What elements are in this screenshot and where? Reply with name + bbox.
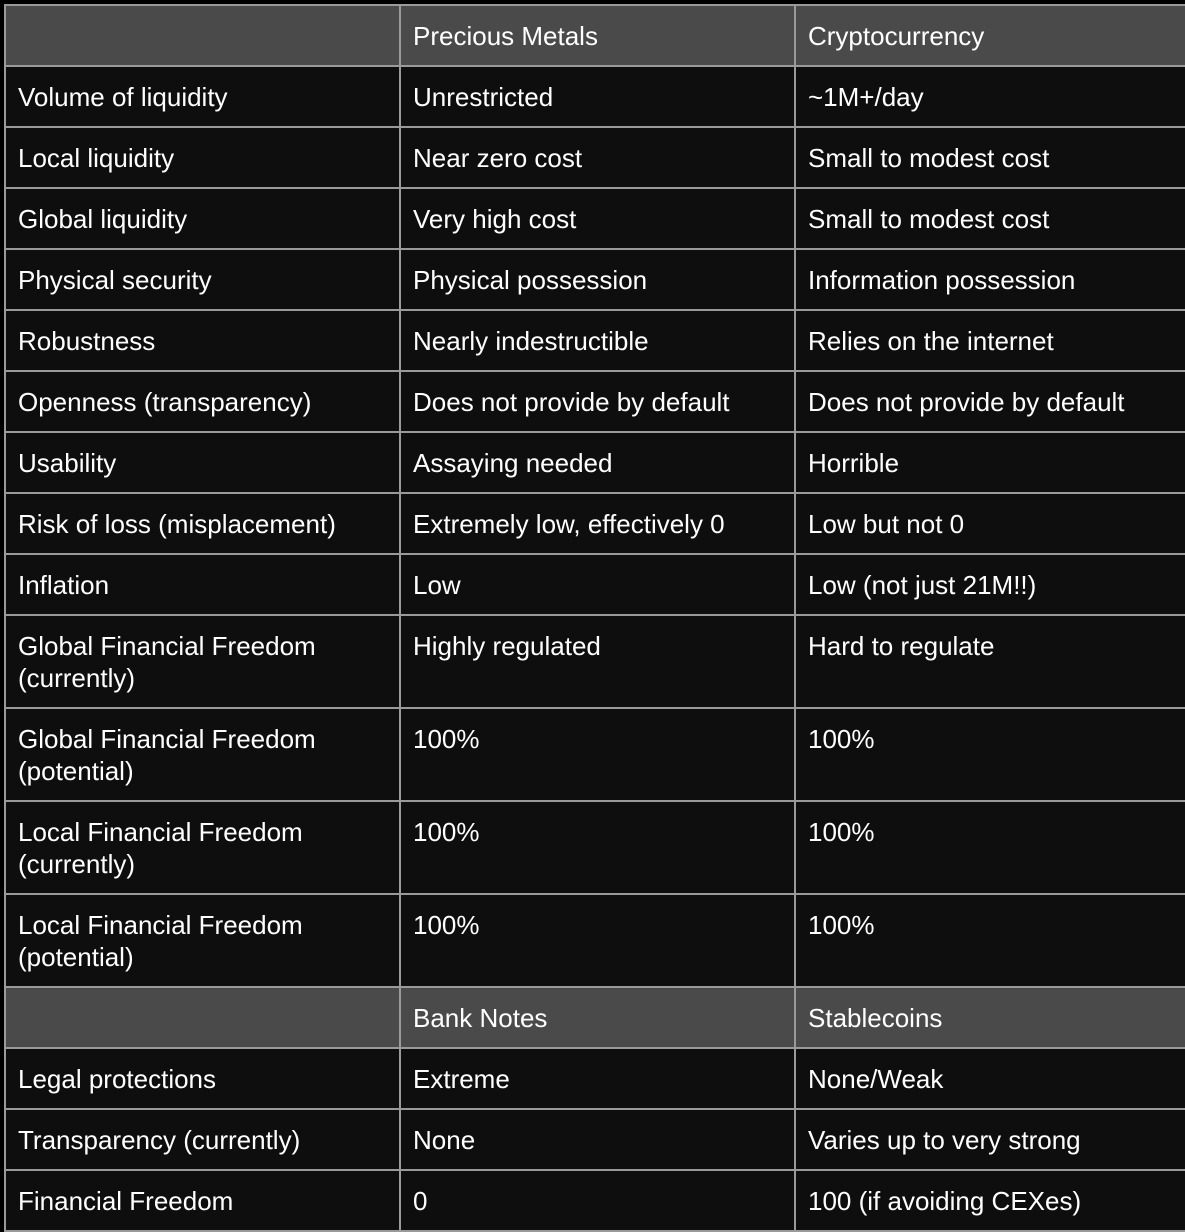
table-cell: 0	[400, 1170, 795, 1231]
table-row	[5, 1170, 1185, 1231]
table-cell: Unrestricted	[400, 66, 795, 127]
table-row	[5, 310, 1185, 371]
row-label: Local Financial Freedom (currently)	[5, 801, 400, 894]
table-cell: Physical possession	[400, 249, 795, 310]
table-row	[5, 127, 1185, 188]
table-cell: Varies up to very strong	[795, 1109, 1185, 1170]
row-label: Openness (transparency)	[5, 371, 400, 432]
table-cell: Small to modest cost	[795, 188, 1185, 249]
header-cell: Precious Metals	[400, 5, 795, 66]
table-cell: Relies on the internet	[795, 310, 1185, 371]
table-cell: Low	[400, 554, 795, 615]
table-cell: 100%	[400, 894, 795, 987]
row-label: Usability	[5, 432, 400, 493]
table-row	[5, 493, 1185, 554]
table-cell: Low but not 0	[795, 493, 1185, 554]
row-label: Robustness	[5, 310, 400, 371]
table-row	[5, 615, 1185, 708]
row-label: Inflation	[5, 554, 400, 615]
table-cell: Extremely low, effectively 0	[400, 493, 795, 554]
table-row	[5, 188, 1185, 249]
row-label: Global Financial Freedom (potential)	[5, 708, 400, 801]
table-row	[5, 1048, 1185, 1109]
table-row	[5, 554, 1185, 615]
table-cell: Very high cost	[400, 188, 795, 249]
table-row	[5, 1109, 1185, 1170]
header-cell: Stablecoins	[795, 987, 1185, 1048]
table-row	[5, 894, 1185, 987]
header-cell: Cryptocurrency	[795, 5, 1185, 66]
table-row	[5, 801, 1185, 894]
comparison-table	[4, 4, 1185, 1232]
table-row	[5, 66, 1185, 127]
table-cell: 100%	[400, 708, 795, 801]
row-label: Transparency (currently)	[5, 1109, 400, 1170]
row-label: Local Financial Freedom (potential)	[5, 894, 400, 987]
table-cell: Assaying needed	[400, 432, 795, 493]
table-cell: Small to modest cost	[795, 127, 1185, 188]
table-cell: Extreme	[400, 1048, 795, 1109]
table-cell: ~1M+/day	[795, 66, 1185, 127]
table-cell: Nearly indestructible	[400, 310, 795, 371]
row-label: Risk of loss (misplacement)	[5, 493, 400, 554]
table-row	[5, 708, 1185, 801]
header-cell	[5, 987, 400, 1048]
row-label: Financial Freedom	[5, 1170, 400, 1231]
table-header-row	[5, 987, 1185, 1048]
table-cell: 100 (if avoiding CEXes)	[795, 1170, 1185, 1231]
table-cell: Does not provide by default	[795, 371, 1185, 432]
row-label: Local liquidity	[5, 127, 400, 188]
table-cell: 100%	[400, 801, 795, 894]
row-label: Physical security	[5, 249, 400, 310]
table-cell: Highly regulated	[400, 615, 795, 708]
table-row	[5, 249, 1185, 310]
row-label: Global liquidity	[5, 188, 400, 249]
table-cell: None/Weak	[795, 1048, 1185, 1109]
table-cell: 100%	[795, 894, 1185, 987]
header-cell: Bank Notes	[400, 987, 795, 1048]
table-cell: 100%	[795, 801, 1185, 894]
header-cell	[5, 5, 400, 66]
table-row	[5, 432, 1185, 493]
table-header-row	[5, 5, 1185, 66]
row-label: Volume of liquidity	[5, 66, 400, 127]
table-cell: Horrible	[795, 432, 1185, 493]
table-cell: None	[400, 1109, 795, 1170]
table-cell: Hard to regulate	[795, 615, 1185, 708]
table-cell: 100%	[795, 708, 1185, 801]
row-label: Legal protections	[5, 1048, 400, 1109]
table-cell: Low (not just 21M!!)	[795, 554, 1185, 615]
table-cell: Near zero cost	[400, 127, 795, 188]
table-row	[5, 371, 1185, 432]
table-cell: Information possession	[795, 249, 1185, 310]
table-cell: Does not provide by default	[400, 371, 795, 432]
row-label: Global Financial Freedom (currently)	[5, 615, 400, 708]
